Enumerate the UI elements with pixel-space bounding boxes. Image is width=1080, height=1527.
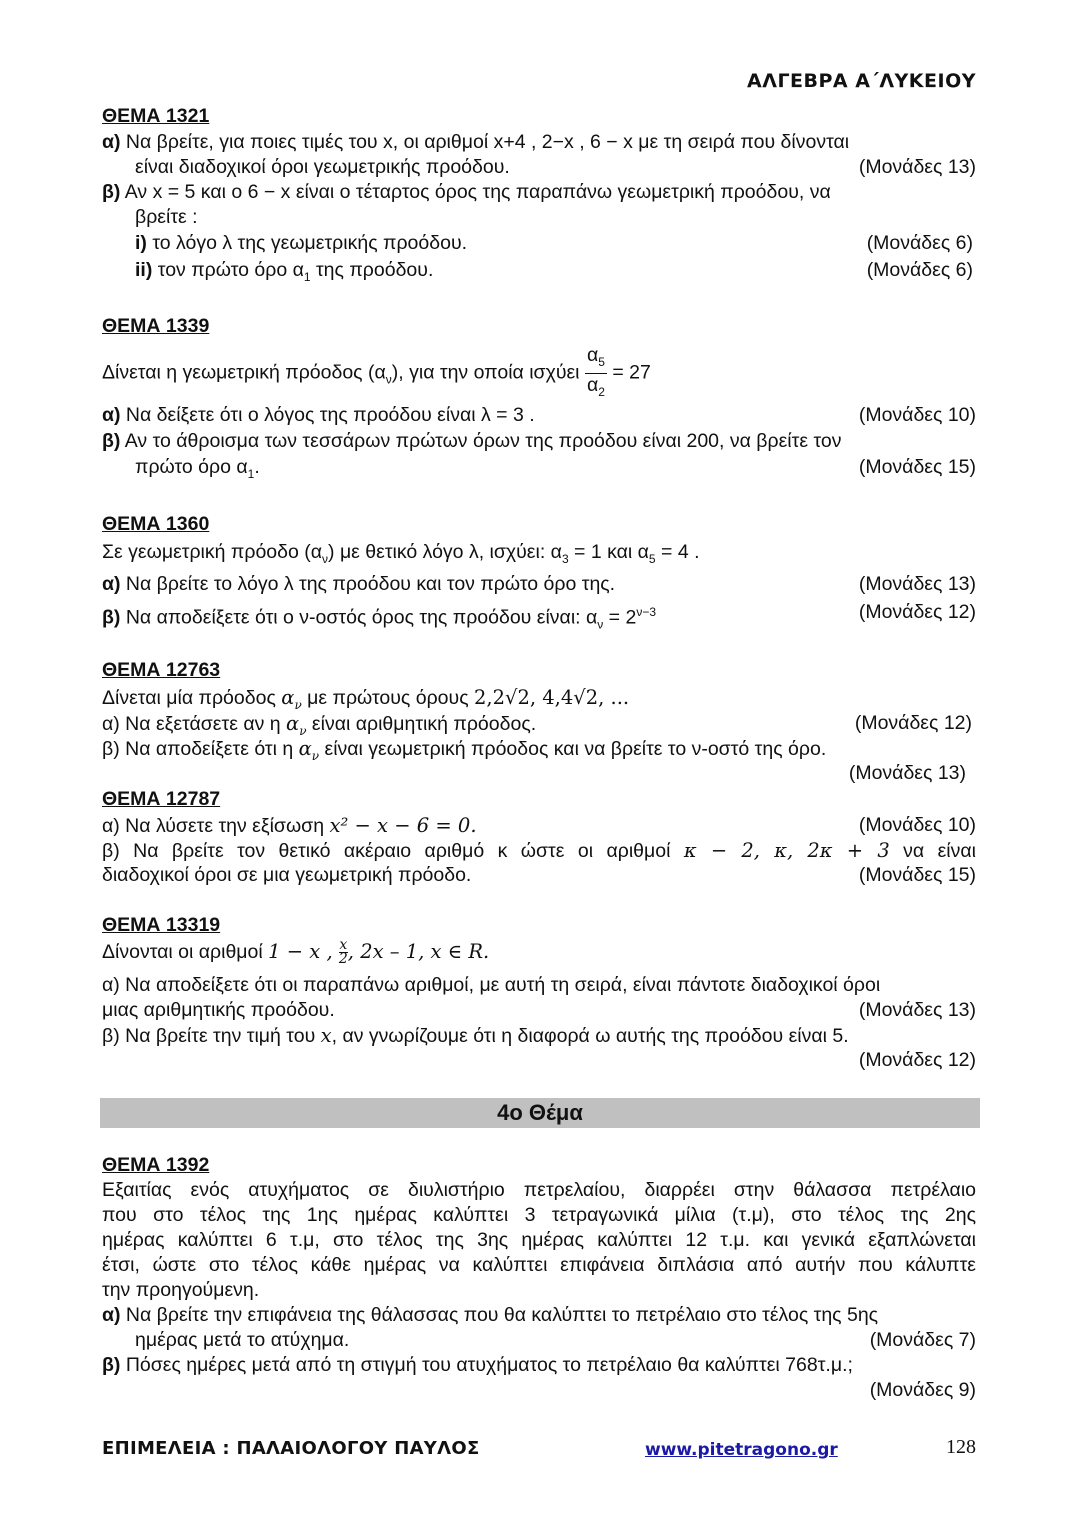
theme-1360-a: α) Να βρείτε το λόγο λ της προόδου και τον πρώτο όρο της. (Μονάδες 13) bbox=[102, 573, 976, 595]
theme-1360-b: β) Να αποδείξετε ότι ο ν-οστός όρος της προόδου είναι: $\alpha_\nu = 2^{\nu-3}$ (Μονάδες 12) bbox=[102, 601, 976, 632]
theme-12763-title: ΘΕΜΑ 12763 bbox=[102, 659, 221, 681]
theme-1392-title: ΘΕΜΑ 1392 bbox=[102, 1154, 210, 1176]
theme-1392-a-line2: ημέρας μετά το ατύχημα. (Μονάδες 7) bbox=[135, 1329, 976, 1351]
theme-13319-b: β) Να βρείτε την τιμή του x, αν γνωρίζουμε ότι η διαφορά ω αυτής της προόδου είναι 5. bbox=[102, 1024, 849, 1047]
theme-13319-intro: Δίνονται οι αριθμοί 1 − x , $\frac{x}{2}$, 2x – 1, x ∈ R. bbox=[102, 937, 490, 968]
theme-1392-p2: που στο τέλος της 1ης ημέρας καλύπτει 3 τετραγωνικά μίλια (τ.μ), στο τέλος της 2ης bbox=[102, 1204, 976, 1226]
theme-1321-title: ΘΕΜΑ 1321 bbox=[102, 105, 210, 127]
theme-1339-a: α) Να δείξετε ότι ο λόγος της προόδου είναι λ = 3 . (Μονάδες 10) bbox=[102, 404, 976, 426]
theme-12787-title: ΘΕΜΑ 12787 bbox=[102, 788, 221, 810]
theme-1339-b-line1: β) Αν το άθροισμα των τεσσάρων πρώτων όρων της προόδου είναι 200, να βρείτε τον bbox=[102, 430, 842, 452]
section-band-4o-thema: 4ο Θέμα bbox=[100, 1098, 980, 1128]
theme-1360-title: ΘΕΜΑ 1360 bbox=[102, 513, 210, 535]
theme-1321-b-line1: β) Αν x = 5 και ο 6 − x είναι ο τέταρτος όρος της παραπάνω γεωμετρική προόδου, να bbox=[102, 181, 831, 203]
theme-12787-b-line2: διαδοχικοί όροι σε μια γεωμετρική πρόοδο. (Μονάδες 15) bbox=[102, 864, 976, 886]
theme-1392-b: β) Πόσες ημέρες μετά από τη στιγμή του ατυχήματος το πετρέλαιο θα καλύπτει 768τ.μ.; bbox=[102, 1354, 853, 1376]
footer-website-link[interactable]: www.pitetragono.gr bbox=[645, 1440, 838, 1460]
x-over-2-fraction: $\frac{x}{2}$ bbox=[338, 937, 348, 968]
theme-1392-b-points: (Μονάδες 9) bbox=[869, 1379, 976, 1401]
theme-12763-a: α) Να εξετάσετε αν η $\alpha_\nu$ είναι αριθμητική πρόοδος. (Μονάδες 12) bbox=[102, 712, 972, 738]
theme-13319-b-points: (Μονάδες 12) bbox=[858, 1049, 976, 1071]
theme-1392-a-line1: α) Να βρείτε την επιφάνεια της θάλασσας που θα καλύπτει το πετρέλαιο στο τέλος της 5ης bbox=[102, 1304, 879, 1326]
theme-12787-b-line1: β) Να βρείτε τον θετικό ακέραιο αριθμό κ ώστε οι αριθμοί κ − 2, κ, 2κ + 3 να είναι bbox=[102, 839, 976, 862]
theme-12763-intro: Δίνεται μία πρόοδος $\alpha_\nu$ με πρώτους όρους 2,2√2, 4,4√2, ... bbox=[102, 686, 630, 712]
theme-1321-b-i: i) το λόγο λ της γεωμετρικής προόδου. (Μονάδες 6) bbox=[135, 232, 973, 254]
theme-1321-a-line2: είναι διαδοχικοί όροι γεωμετρικής προόδου. (Μονάδες 13) bbox=[135, 156, 976, 178]
theme-13319-a-line2: μιας αριθμητικής προόδου. (Μονάδες 13) bbox=[102, 999, 976, 1021]
theme-1392-p5: την προηγούμενη. bbox=[102, 1279, 260, 1301]
footer-author: ΕΠΙΜΕΛΕΙΑ : ΠΑΛΑΙΟΛΟΓΟΥ ΠΑΥΛΟΣ bbox=[102, 1438, 480, 1459]
page-number: 128 bbox=[946, 1436, 976, 1458]
theme-1392-p1: Εξαιτίας ενός ατυχήματος σε διυλιστήριο πετρελαίου, διαρρέει στην θάλασσα πετρέλαιο bbox=[102, 1179, 976, 1201]
theme-13319-title: ΘΕΜΑ 13319 bbox=[102, 914, 221, 936]
theme-1392-p3: ημέρας καλύπτει 6 τ.μ, στο τέλος της 3ης ημέρας καλύπτει 12 τ.μ. και γενικά εξαπλώνεται bbox=[102, 1229, 976, 1251]
theme-1321-b-ii: ii) τον πρώτο όρο $\alpha_1$ της προόδου. (Μονάδες 6) bbox=[135, 259, 973, 284]
theme-1339-title: ΘΕΜΑ 1339 bbox=[102, 315, 210, 337]
theme-13319-a-line1: α) Να αποδείξετε ότι οι παραπάνω αριθμοί, με αυτή τη σειρά, είναι πάντοτε διαδοχικοί όροι bbox=[102, 974, 881, 996]
header-title: ΑΛΓΕΒΡΑ Α΄ΛΥΚΕΙΟΥ bbox=[747, 70, 976, 92]
theme-12763-b: β) Να αποδείξετε ότι η $\alpha_\nu$ είναι γεωμετρική πρόοδος και να βρείτε το ν-οστό της όρο. bbox=[102, 737, 827, 763]
theme-1321-a-line1: α) Να βρείτε, για ποιες τιμές του x, οι αριθμοί x+4 , 2−x , 6 − x με τη σειρά που δίνονται bbox=[102, 131, 850, 153]
theme-1339-b-line2: πρώτο όρο $\alpha_1$. (Μονάδες 15) bbox=[135, 456, 976, 481]
theme-12787-a: α) Να λύσετε την εξίσωση x² − x − 6 = 0. (Μονάδες 10) bbox=[102, 814, 976, 837]
theme-12763-b-points: (Μονάδες 13) bbox=[848, 762, 966, 784]
theme-1392-p4: έτσι, ώστε στο τέλος κάθε ημέρας να καλύπτει επιφάνεια διπλάσια από αυτήν που κάλυπτε bbox=[102, 1254, 976, 1276]
theme-1360-intro: Σε γεωμετρική πρόοδο $(\alpha_\nu)$ με θετικό λόγο λ, ισχύει: $\alpha_3 = 1$ και $\alpha_5 = 4$ . bbox=[102, 541, 700, 566]
theme-1339-intro: Δίνεται η γεωμετρική πρόοδος $(\alpha_\nu)$, για την οποία ισχύει $\frac{\alpha_5}{\alpha_2}$ = 27 bbox=[102, 344, 976, 403]
theme-1321-b-line2: βρείτε : bbox=[135, 206, 198, 228]
ratio-fraction: $\frac{\alpha_5}{\alpha_2}$ bbox=[586, 344, 605, 399]
